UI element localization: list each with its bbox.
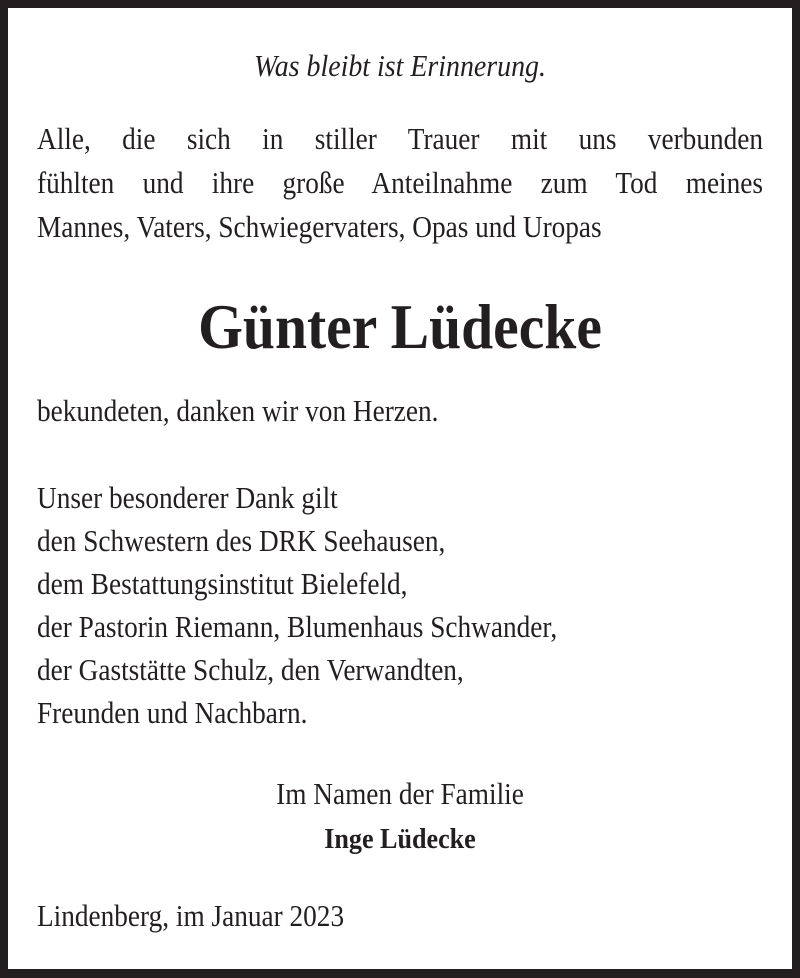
special-thanks-line: Unser besonderer Dank gilt — [37, 480, 338, 515]
thanks-line: bekundeten, danken wir von Herzen. — [37, 393, 439, 428]
intro-line: Mannes, Vaters, Schwiegervaters, Opas und Uropas — [37, 209, 602, 244]
special-thanks-line: Freunden und Nachbarn. — [37, 695, 308, 730]
deceased-name: Günter Lüdecke — [198, 291, 602, 362]
intro-line: fühlten und ihre große Anteilnahme zum Tod meines — [37, 165, 763, 200]
special-thanks-line: den Schwestern des DRK Seehausen, — [37, 523, 446, 558]
motto: Was bleibt ist Erinnerung. — [254, 48, 546, 83]
special-thanks-line: dem Bestattungsinstitut Bielefeld, — [37, 566, 408, 601]
obituary-notice — [8, 8, 792, 969]
signer-name: Inge Lüdecke — [324, 823, 476, 855]
place-date: Lindenberg, im Januar 2023 — [37, 898, 345, 933]
signoff: Im Namen der Familie — [276, 776, 524, 811]
intro-line: Alle, die sich in stiller Trauer mit uns verbunden — [37, 121, 763, 156]
special-thanks-line: der Pastorin Riemann, Blumenhaus Schwander, — [37, 609, 558, 644]
special-thanks-line: der Gaststätte Schulz, den Verwandten, — [37, 652, 464, 687]
